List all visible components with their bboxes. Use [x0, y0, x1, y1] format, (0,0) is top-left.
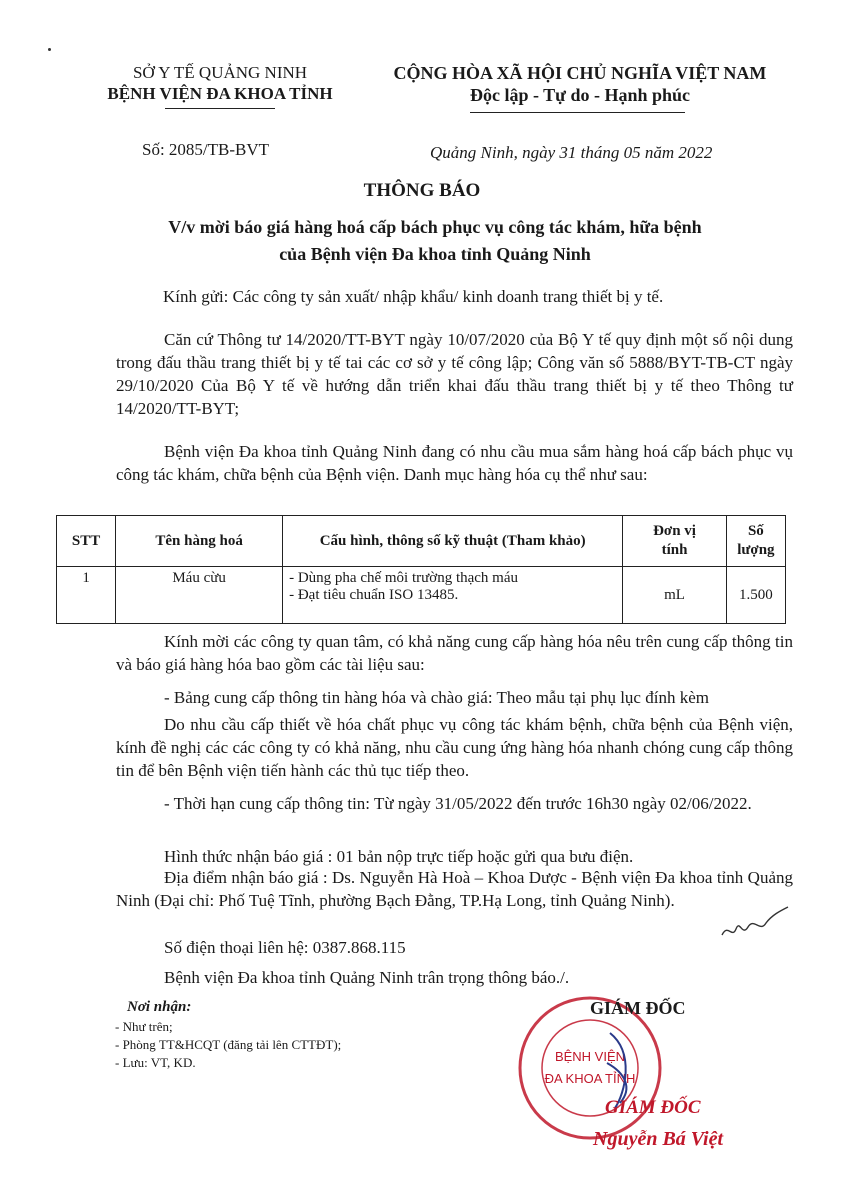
paragraph-location: Địa điểm nhận báo giá : Ds. Nguyễn Hà Hoà – Khoa Dược - Bệnh viện Đa khoa tỉnh Quảng Ninh (Đại chỉ: Phố Tuệ Tĩnh, phường Bạch Đằng, TP.Hạ Long, tỉnh Quảng Ninh).: [116, 868, 793, 910]
recipient-item: - Như trên;: [115, 1019, 173, 1034]
doc-subtitle: [140, 214, 730, 268]
subtitle-line1: V/v mời báo giá hàng hoá cấp bách phục vụ công tác khám, hữa bệnh: [168, 217, 702, 237]
recipient-line: Kính gửi: Các công ty sản xuất/ nhập khẩu/ kinh doanh trang thiết bị y tế.: [163, 287, 664, 306]
paragraph-documents: - Bảng cung cấp thông tin hàng hóa và chào giá: Theo mẫu tại phụ lục đính kèm: [164, 688, 709, 707]
subtitle-line2: của Bệnh viện Đa khoa tỉnh Quảng Ninh: [279, 244, 591, 264]
col-stt: STT: [57, 516, 116, 567]
recipient-item: - Phòng TT&HCQT (đăng tải lên CTTĐT);: [115, 1037, 342, 1052]
paragraph-deadline: - Thời hạn cung cấp thông tin: Từ ngày 31/05/2022 đến trước 16h30 ngày 02/06/2022.: [164, 794, 752, 813]
cell-spec: [283, 567, 623, 624]
org-line1: SỞ Y TẾ QUẢNG NINH: [132, 63, 308, 82]
cell-name: Máu cừu: [116, 567, 283, 624]
col-unit: [623, 516, 727, 567]
cell-qty: 1.500: [726, 567, 785, 624]
cell-unit: mL: [623, 567, 727, 624]
doc-date: Quảng Ninh, ngày 31 tháng 05 năm 2022: [430, 143, 713, 162]
seal-line1: BỆNH VIỆN: [554, 1049, 626, 1064]
nation-underline: [470, 112, 685, 113]
paragraph-urgent: Do nhu cầu cấp thiết về hóa chất phục vụ công tác khám bệnh, chữa bệnh của Bệnh viện, kính đề nghị các các công ty có khả năng, nhu cầu cung ứng hàng hóa nhanh chóng cung cấp thông tin để bên Bệnh viện tiến hành các thủ tục tiếp theo.: [116, 715, 793, 780]
col-qty-l2: lượng: [737, 542, 775, 558]
paragraph-need: Bệnh viện Đa khoa tỉnh Quảng Ninh đang có nhu cầu mua sắm hàng hoá cấp bách phục vụ công tác khám, chữa bệnh của Bệnh viện. Danh mục hàng hóa cụ thể như sau:: [116, 442, 793, 484]
col-unit-l1: Đơn vị: [653, 523, 696, 539]
doc-number: Số: 2085/TB-BVT: [142, 140, 270, 159]
paragraph-method: Hình thức nhận báo giá : 01 bản nộp trực tiếp hoặc gửi qua bưu điện.: [164, 847, 634, 866]
col-name: Tên hàng hoá: [116, 516, 283, 567]
paragraph-legal-basis: Căn cứ Thông tư 14/2020/TT-BYT ngày 10/07/2020 của Bộ Y tế quy định một số nội dung trong đấu thầu trang thiết bị y tế tai các cơ sở y tế công lập; Công văn số 5888/BYT-TB-CT ngày 29/10/2020 Của Bộ Y tế về hướng dẫn triển khai đấu thầu trang thiết bị y tế theo Thông tư 14/2020/TT-BYT;: [116, 330, 793, 418]
paragraph-phone: Số điện thoại liên hệ: 0387.868.115: [164, 938, 406, 957]
nation-header: [370, 62, 790, 106]
paragraph-closing: Bệnh viện Đa khoa tỉnh Quảng Ninh trân trọng thông báo./.: [164, 968, 570, 987]
signature-name: Nguyễn Bá Việt: [593, 1128, 724, 1150]
signature-role: GIÁM ĐỐC: [605, 1097, 701, 1118]
recipients-title: Nơi nhận:: [127, 999, 192, 1015]
table-row: [57, 567, 786, 624]
scan-dot: [48, 48, 51, 51]
cell-spec-l2: - Đạt tiêu chuẩn ISO 13485.: [289, 587, 459, 603]
doc-title: THÔNG BÁO: [363, 180, 481, 201]
seal-line2: ĐA KHOA TỈNH: [544, 1071, 636, 1086]
cell-spec-l1: - Dùng pha chế môi trường thạch máu: [289, 570, 518, 586]
org-line2: BỆNH VIỆN ĐA KHOA TỈNH: [107, 84, 333, 103]
paragraph-invite: Kính mời các công ty quan tâm, có khả năng cung cấp hàng hóa nêu trên cung cấp thông tin và báo giá hàng hóa bao gồm các tài liệu sau:: [116, 632, 793, 674]
col-spec: Cấu hình, thông số kỹ thuật (Tham khảo): [283, 516, 623, 567]
goods-table: [56, 515, 786, 624]
col-unit-l2: tính: [661, 542, 688, 558]
signature-title: GIÁM ĐỐC: [590, 998, 686, 1018]
handwritten-mark: [720, 905, 790, 945]
nation-line1: CỘNG HÒA XÃ HỘI CHỦ NGHĨA VIỆT NAM: [393, 63, 767, 83]
col-qty: [726, 516, 785, 567]
recipient-item: - Lưu: VT, KD.: [115, 1055, 196, 1070]
cell-stt: 1: [57, 567, 116, 624]
org-underline: [165, 108, 275, 109]
nation-line2: Độc lập - Tự do - Hạnh phúc: [469, 85, 691, 105]
col-qty-l1: Số: [747, 523, 764, 539]
table-header-row: [57, 516, 786, 567]
org-header: [95, 62, 345, 104]
